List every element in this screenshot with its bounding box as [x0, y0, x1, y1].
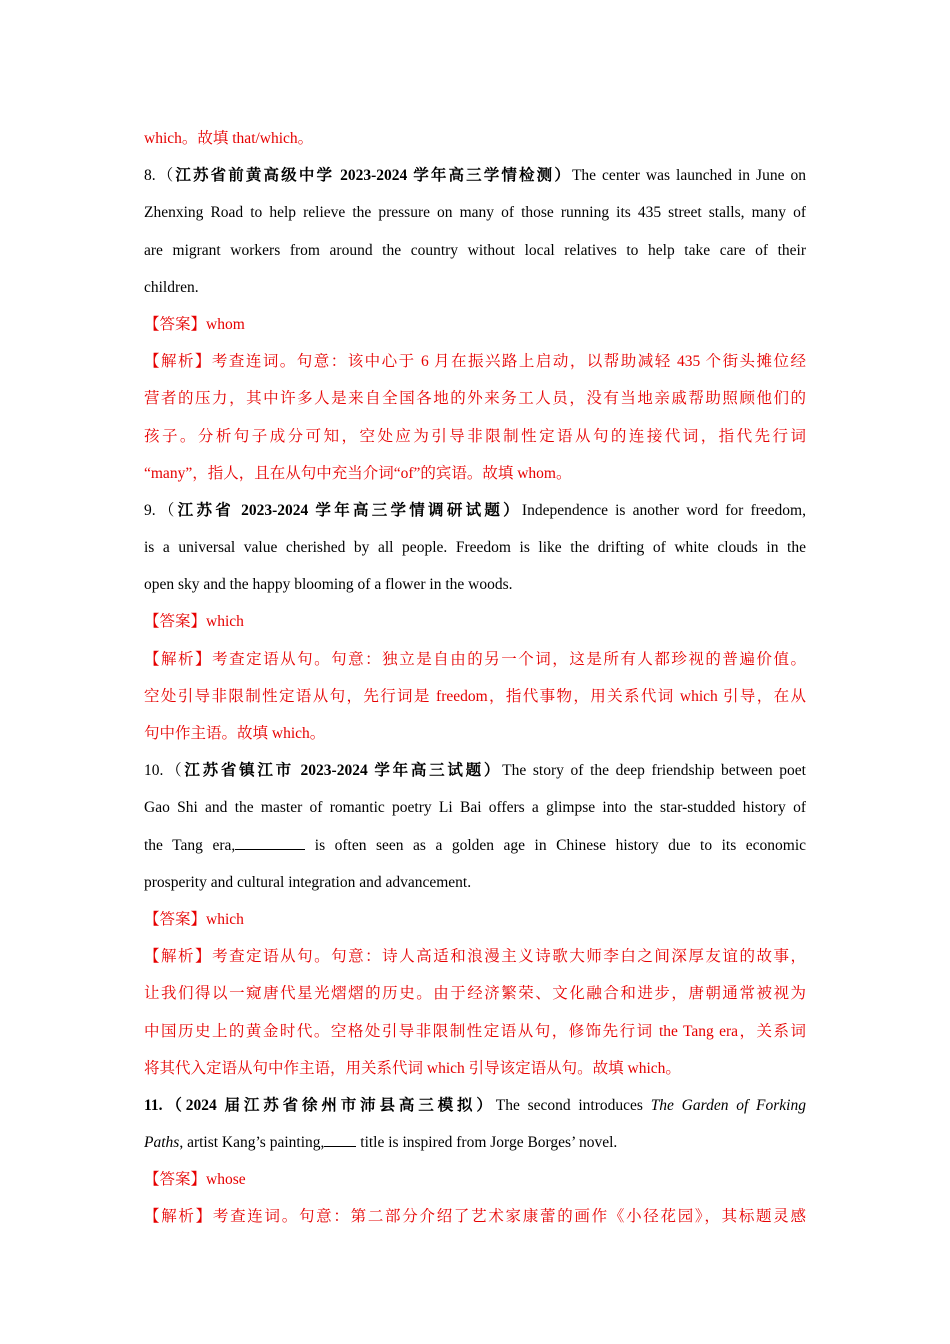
question-11-answer [144, 1161, 806, 1198]
document-page [144, 120, 806, 1236]
question-9-analysis-2: 空处引导非限制性定语从句，先行词是 freedom，指代事物，用关系代词 which 引导，在从 [144, 687, 806, 705]
source-close: ） [503, 501, 522, 519]
answer-blank [324, 1132, 356, 1147]
question-10-analysis-1 [144, 938, 806, 975]
artwork-title-end: Paths [144, 1134, 180, 1152]
question-source: 江苏省 2023-2024 学年高三学情调研试题 [177, 501, 504, 519]
question-11-line-2 [144, 1124, 806, 1161]
artwork-title: The Garden of Forking [650, 1096, 806, 1114]
question-8-line-1 [144, 157, 806, 194]
question-11-analysis-1 [144, 1198, 806, 1235]
question-number: 10.（ [144, 762, 185, 780]
question-text: title is inspired from Jorge Borges’ novel. [360, 1134, 618, 1152]
question-text: The center was launched in June on [571, 167, 806, 185]
question-10-answer [144, 901, 806, 938]
question-text: The story of the deep friendship between poet [502, 762, 806, 780]
question-source: 2024 届江苏省徐州市沛县高三模拟 [185, 1096, 477, 1114]
question-9-analysis-1 [144, 641, 806, 678]
analysis-label: 【解析】 [144, 948, 213, 966]
question-9-analysis-3: 句中作主语。故填 which。 [144, 725, 326, 742]
question-8-line-3: are migrant workers from around the country without local relatives to help take care of their [144, 241, 806, 259]
analysis-text: 考查连词。句意：该中心于 6 月在振兴路上启动，以帮助减轻 435 个街头摊位经 [211, 353, 806, 371]
question-10-line-3 [144, 827, 806, 864]
answer-value: which [206, 613, 244, 631]
question-number: 9.（ [144, 501, 178, 519]
question-source: 江苏省前黄高级中学 2023-2024 学年高三学情检测 [175, 167, 555, 185]
question-number: 8.（ [144, 167, 176, 185]
question-10-line-2: Gao Shi and the master of romantic poetry Li Bai offers a glimpse into the star-studded history of [144, 799, 806, 817]
analysis-label: 【解析】 [144, 1208, 213, 1226]
source-close: ） [483, 762, 503, 780]
question-9-line-1 [144, 492, 806, 529]
question-text: is often seen as a golden age in Chinese history due to its economic [314, 836, 806, 854]
question-8-line-2: Zhenxing Road to help relieve the pressure on many of those running its 435 street stalls, many of [144, 204, 806, 222]
analysis-label: 【解析】 [144, 650, 213, 668]
answer-label: 【答案】 [144, 1171, 207, 1189]
question-8-analysis-3: 孩子。分析句子成分可知，空处应为引导非限制性定语从句的连接代词，指代先行词 [144, 427, 806, 445]
answer-value: whom [206, 315, 245, 333]
analysis-text: 考查定语从句。句意：诗人高适和浪漫主义诗歌大师李白之间深厚友谊的故事， [212, 948, 806, 966]
source-close: ） [554, 167, 572, 185]
question-8-answer [144, 306, 806, 343]
question-10-analysis-3: 中国历史上的黄金时代。空格处引导非限制性定语从句，修饰先行词 the Tang era，关系词 [144, 1022, 806, 1040]
question-9-answer [144, 603, 806, 640]
analysis-text: 考查定语从句。句意：独立是自由的另一个词，这是所有人都珍视的普遍价值。 [212, 650, 806, 668]
question-11-line-1 [144, 1087, 806, 1124]
source-close: ） [476, 1096, 496, 1114]
answer-label: 【答案】 [144, 910, 207, 928]
question-source: 江苏省镇江市 2023-2024 学年高三试题 [184, 762, 484, 780]
question-8-analysis-1 [144, 343, 806, 380]
question-8-line-4: children. [144, 278, 199, 296]
analysis-label: 【解析】 [144, 353, 212, 371]
question-text: Independence is another word for freedom, [521, 501, 806, 519]
top-note: which。故填 that/which。 [144, 130, 314, 147]
answer-blank [235, 835, 305, 850]
question-8-analysis-4: “many”，指人，且在从句中充当介词“of”的宾语。故填 whom。 [144, 464, 572, 482]
question-number: 11.（ [144, 1096, 186, 1114]
answer-value: whose [206, 1171, 246, 1189]
question-10-analysis-4: 将其代入定语从句中作主语，用关系代词 which 引导该定语从句。故填 which。 [144, 1059, 681, 1077]
question-8-analysis-2: 营者的压力，其中许多人是来自全国各地的外来务工人员，没有当地亲戚帮助照顾他们的 [144, 390, 806, 408]
question-9-line-3: open sky and the happy blooming of a flower in the woods. [144, 576, 513, 594]
question-text: , artist Kang’s painting, [179, 1134, 325, 1152]
question-10-line-1 [144, 752, 806, 789]
question-text: The second introduces [495, 1096, 643, 1114]
question-9-line-2: is a universal value cherished by all people. Freedom is like the drifting of white clouds in the [144, 539, 806, 557]
answer-label: 【答案】 [144, 315, 207, 333]
question-10-analysis-2: 让我们得以一窥唐代星光熠熠的历史。由于经济繁荣、文化融合和进步，唐朝通常被视为 [144, 985, 806, 1003]
question-text: the Tang era, [144, 836, 236, 854]
question-10-line-4: prosperity and cultural integration and advancement. [144, 873, 472, 891]
answer-label: 【答案】 [144, 613, 207, 631]
answer-value: which [206, 910, 244, 928]
analysis-text: 考查连词。句意：第二部分介绍了艺术家康蕾的画作《小径花园》，其标题灵感 [212, 1208, 806, 1226]
